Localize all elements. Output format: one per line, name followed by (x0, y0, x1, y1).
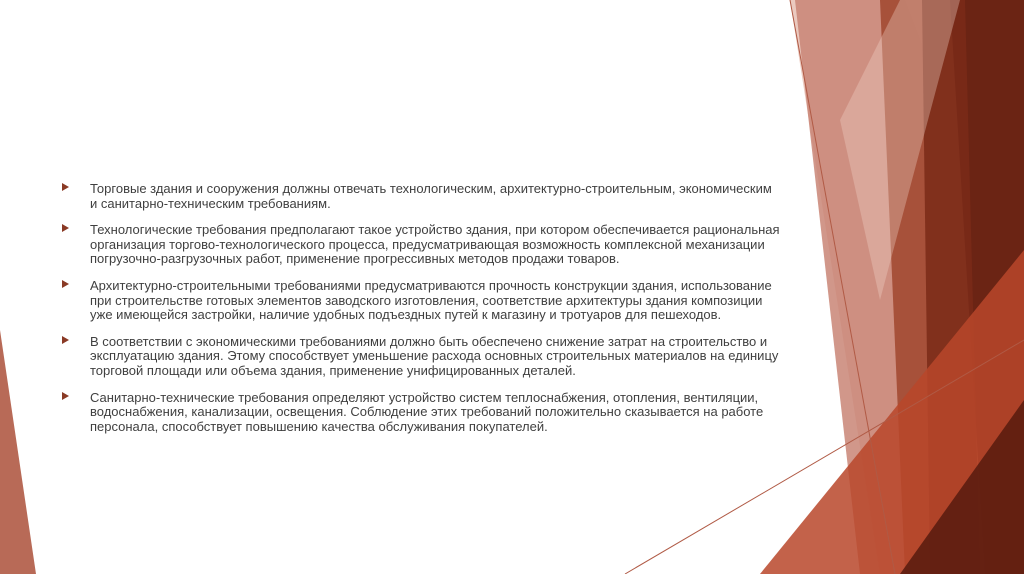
list-item (62, 391, 782, 435)
bullet-text: Архитектурно-строительными требованиями предусматриваются прочность конструкции здания, использование при строительстве готовых элементов заводского изготовления, соответствие архитектуры здания композиции уже имеющейся застройки, наличие удобных подъездных путей к магазину и тротуаров для пешеходов. (90, 277, 772, 323)
list-item (62, 182, 782, 211)
bullet-text: Санитарно-технические требования определяют устройство систем теплоснабжения, отопления, вентиляции, водоснабжения, канализации, освещения. Соблюдение этих требований положительно сказывается на работе персонала, способствует повышению качества обслуживания покупателей. (90, 389, 764, 434)
bullet-text: Технологические требования предполагают такое устройство здания, при котором обеспечивается рациональная организация торгово-технологического процесса, предусматривающая возможность комплексной механизации погрузочно-разгрузочных работ, применение прогрессивных методов продажи товаров. (90, 222, 780, 267)
bullet-text: В соответствии с экономическими требованиями должно быть обеспечено снижение затрат на строительство и эксплуатацию здания. Этому способствует уменьшение расхода основных строительных материалов на единицу торговой площади или объема здания, применение унифицированных деталей. (90, 333, 779, 378)
list-item (62, 279, 782, 323)
left-sliver-shape (0, 330, 36, 574)
triangle-right-icon (62, 392, 69, 400)
triangle-right-icon (62, 336, 69, 344)
list-item (62, 223, 782, 267)
bullet-list (62, 182, 782, 434)
bullet-text: Торговые здания и сооружения должны отвечать технологическим, архитектурно-строительным, экономическим и санитарно-техническим требованиям. (90, 181, 772, 211)
triangle-right-icon (62, 183, 69, 191)
triangle-right-icon (62, 280, 69, 288)
list-item (62, 335, 782, 379)
slide-content (62, 182, 782, 446)
triangle-right-icon (62, 224, 69, 232)
